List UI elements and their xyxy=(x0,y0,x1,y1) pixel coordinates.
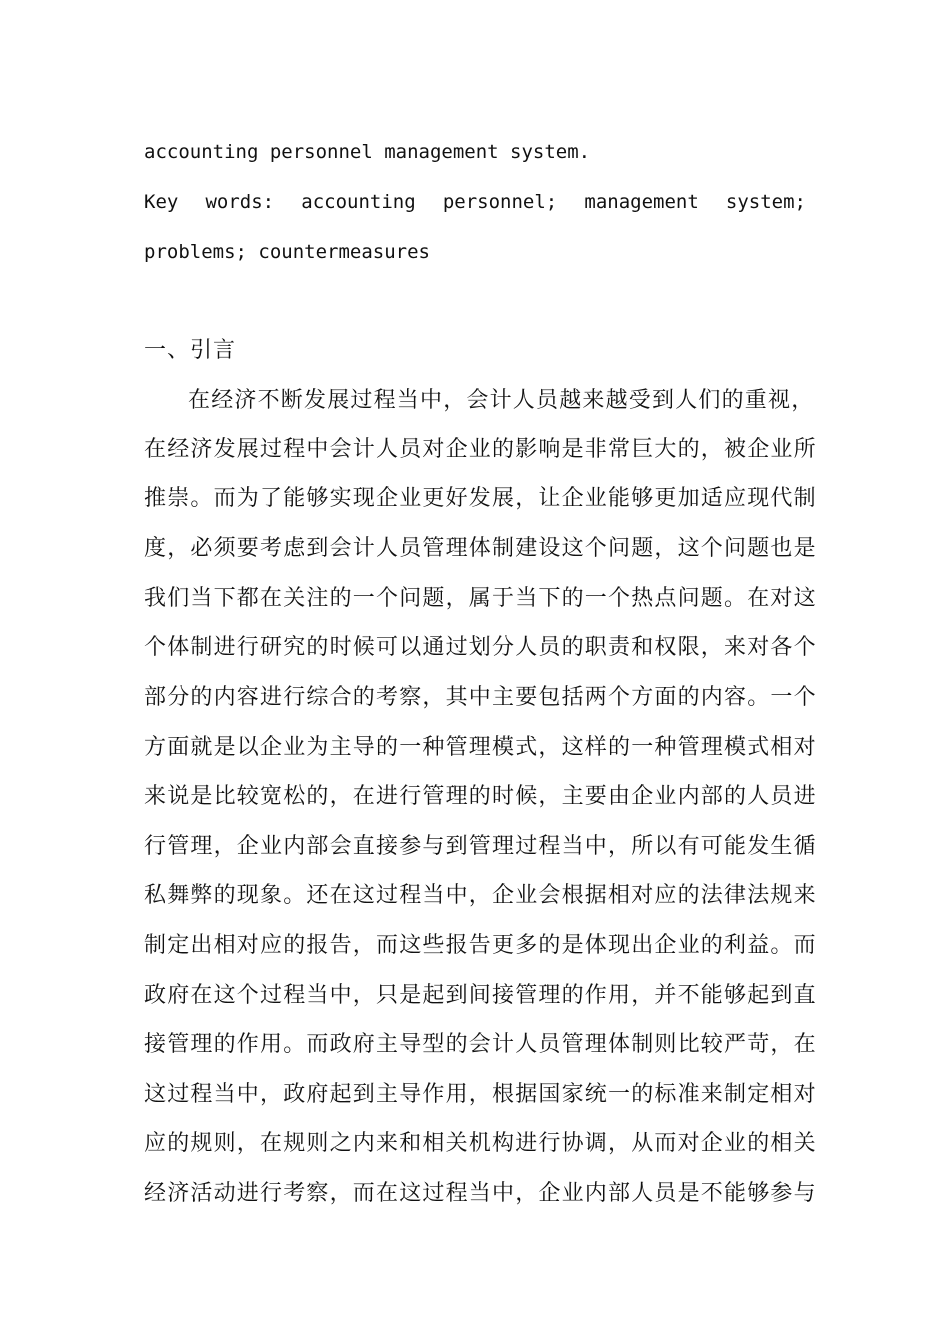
paragraph-line: 我们当下都在关注的一个问题，属于当下的一个热点问题。在对这 xyxy=(144,586,817,611)
keywords-line-2: problems; countermeasures xyxy=(144,241,430,263)
paragraph-line: 方面就是以企业为主导的一种管理模式，这样的一种管理模式相对 xyxy=(144,735,817,760)
paragraph-line: 个体制进行研究的时候可以通过划分人员的职责和权限，来对各个 xyxy=(144,635,817,660)
keywords-word: management xyxy=(584,191,699,213)
section-heading: 一、引言 xyxy=(144,338,237,363)
paragraph-line: 行管理，企业内部会直接参与到管理过程当中，所以有可能发生循 xyxy=(144,834,817,859)
paragraph-line: 私舞弊的现象。还在这过程当中，企业会根据相对应的法律法规来 xyxy=(144,883,817,908)
paragraph-line: 政府在这个过程当中，只是起到间接管理的作用，并不能够起到直 xyxy=(144,983,817,1008)
keywords-word: personnel; xyxy=(442,191,558,213)
paragraph-line: 应的规则，在规则之内来和相关机构进行协调，从而对企业的相关 xyxy=(144,1131,817,1156)
paragraph-line: 制定出相对应的报告，而这些报告更多的是体现出企业的利益。而 xyxy=(144,933,817,958)
paragraph-line: 经济活动进行考察，而在这过程当中，企业内部人员是不能够参与 xyxy=(144,1181,817,1206)
keywords-word: accounting xyxy=(301,191,416,213)
keywords-word: words: xyxy=(205,191,275,213)
paragraph-line: 接管理的作用。而政府主导型的会计人员管理体制则比较严苛，在 xyxy=(144,1032,817,1057)
paragraph-line: 部分的内容进行综合的考察，其中主要包括两个方面的内容。一个 xyxy=(144,685,817,710)
paragraph-line: 来说是比较宽松的，在进行管理的时候，主要由企业内部的人员进 xyxy=(144,784,817,809)
paragraph-line: 这过程当中，政府起到主导作用，根据国家统一的标准来制定相对 xyxy=(144,1082,817,1107)
keywords-word: system; xyxy=(725,191,806,213)
abstract-last-line: accounting personnel management system. xyxy=(144,141,591,163)
keywords-word: Key xyxy=(144,191,179,213)
paragraph-line: 在经济发展过程中会计人员对企业的影响是非常巨大的，被企业所 xyxy=(144,437,817,462)
keywords-line xyxy=(144,190,806,214)
paragraph-line: 度，必须要考虑到会计人员管理体制建设这个问题，这个问题也是 xyxy=(144,536,817,561)
paragraph-line: 推崇。而为了能够实现企业更好发展，让企业能够更加适应现代制 xyxy=(144,486,817,511)
paragraph-line: 在经济不断发展过程当中，会计人员越来越受到人们的重视， xyxy=(188,388,815,413)
